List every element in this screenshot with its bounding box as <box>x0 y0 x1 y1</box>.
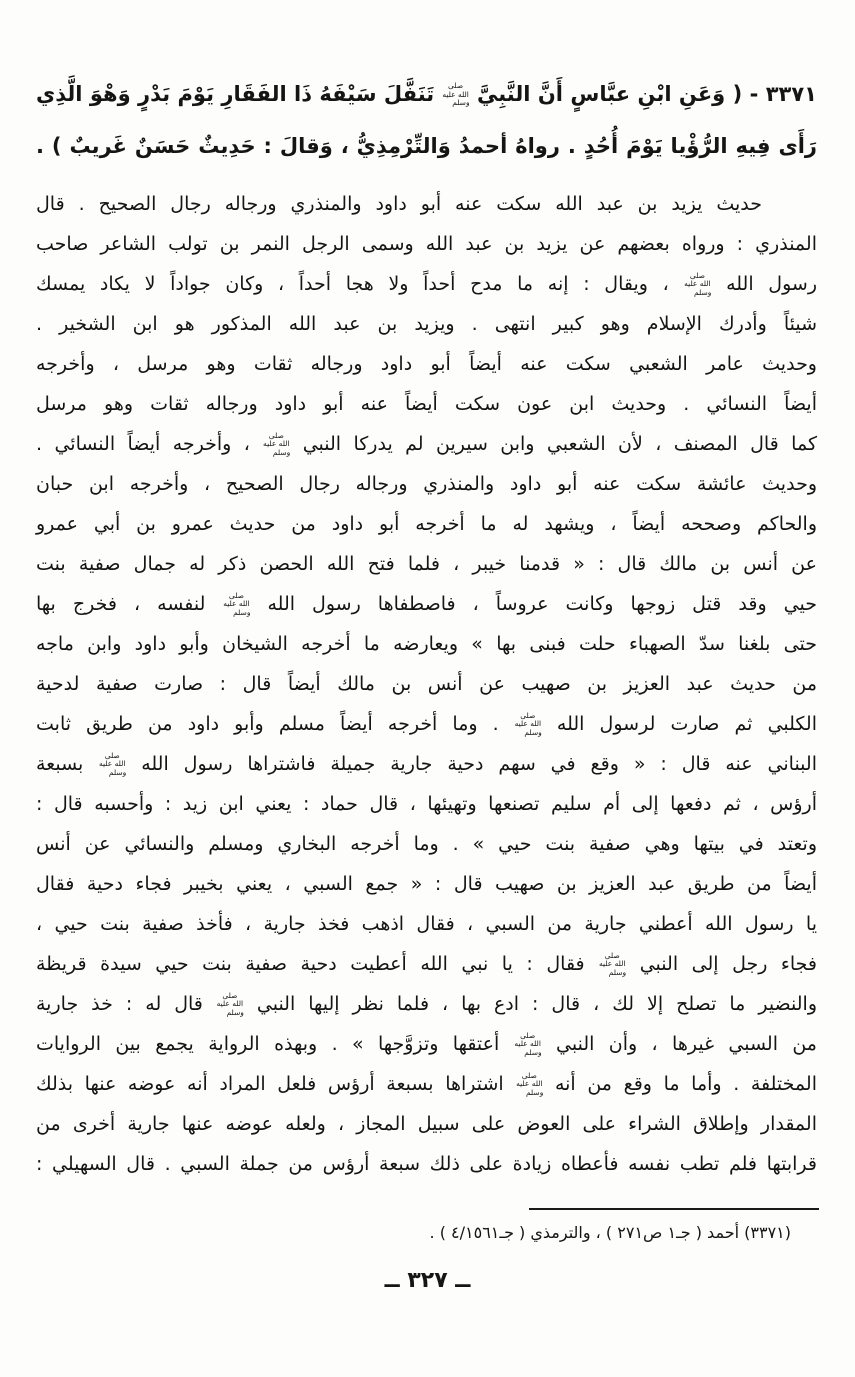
hadith-matn-line: ٣٣٧١ - ( وَعَنِ ابْنِ عبَّاسٍ أَنَّ النَّبِيَّ صلى الله عليه وسلم تَنَفَّلَ سَيْفَهُ ذَا الفَقَارِ يَوْمَ بَدْرٍ وَهْوَ الَّذِي <box>36 81 817 108</box>
commentary-line: أرؤس ، ثم دفعها إلى أم سليم تصنعها وتهيئها ، قال حماد : يعني ابن زيد : وأحسبه قال : <box>36 793 817 815</box>
commentary-line: أيضاً النسائي . وحديث ابن عون سكت أيضاً عنه أبو داود ورجاله ثقات وهو مرسل <box>36 393 817 415</box>
commentary-line: والنضير ما تصلح إلا لك ، قال : ادع بها ، فلما نظر إليها النبي صلى الله عليه وسلم قال له : خذ جارية <box>36 990 818 1017</box>
salawat-mark: صلى الله عليه وسلم <box>263 430 291 457</box>
salawat-mark: صلى الله عليه وسلم <box>516 1070 544 1097</box>
hadith-matn-line: رَأَى فِيهِ الرُّؤْيا يَوْمَ أُحُدٍ . رواهُ أحمدُ وَالتِّرْمِذِيُّ ، وَقالَ : حَدِيثٌ حَسَنٌ غَريبٌ ) . <box>36 134 817 158</box>
commentary-line: المقدار وإطلاق الشراء على العوض على سبيل المجاز ، ولعله عوضه عنها جارية أخرى من <box>36 1113 817 1135</box>
footnote <box>36 1208 819 1246</box>
hadith-matn <box>36 68 817 172</box>
commentary-line: المنذري : ورواه بعضهم عن يزيد بن عبد الله وسمى الرجل النمر بن تولب الشاعر صاحب <box>36 233 817 255</box>
commentary-line: وحديث عامر الشعبي سكت عنه أيضاً أبو داود ورجاله ثقات وهو مرسل ، وأخرجه <box>36 353 817 375</box>
commentary-line: المختلفة . وأما ما وقع من أنه صلى الله عليه وسلم اشتراها بسبعة أرؤس فلعل المراد أنه عوضه عنها بذلك <box>36 1070 817 1097</box>
salawat-mark: صلى الله عليه وسلم <box>514 1030 542 1057</box>
commentary-line: وحديث عائشة سكت عنه أبو داود والمنذري ورجاله رجال الصحيح ، وأخرجه ابن حبان <box>36 473 817 495</box>
text-block <box>36 68 817 1184</box>
commentary-line: من السبي غيرها ، وأن النبي صلى الله عليه وسلم أعتقها وتزوَّجها » . وبهذه الرواية يجمع بين الروايات <box>36 1030 817 1057</box>
commentary-line: أيضاً من طريق عبد العزيز بن صهيب قال : « جمع السبي ، يعني بخيبر فجاء دحية فقال <box>36 873 817 895</box>
commentary-line: رسول الله صلى الله عليه وسلم ، ويقال : إنه ما مدح أحداً ولا هجا أحداً ، وكان جواداً لا يكاد يمسك <box>36 270 817 297</box>
commentary-line: الكلبي ثم صارت لرسول الله صلى الله عليه وسلم . وما أخرجه أيضاً مسلم وأبو داود من طريق ثابت <box>36 710 817 737</box>
commentary-paragraph <box>36 184 817 1184</box>
salawat-mark: صلى الله عليه وسلم <box>514 710 542 737</box>
commentary-line: حيي وقد قتل زوجها وكانت عروساً ، فاصطفاها رسول الله صلى الله عليه وسلم لنفسه ، فخرج بها <box>36 590 817 617</box>
salawat-mark: صلى الله عليه وسلم <box>223 590 251 617</box>
commentary-line: يا رسول الله أعطني جارية من السبي ، فقال اذهب فخذ جارية ، فأخذ صفية بنت حيي ، <box>36 913 817 935</box>
commentary-line: والحاكم وصححه أيضاً ، ويشهد له ما أخرجه أبو داود من حديث عمرو بن أبي عمرو <box>36 513 817 535</box>
salawat-mark: صلى الله عليه وسلم <box>684 270 712 297</box>
footnote-text: (٣٣٧١) أحمد ( جـ١ ص٢٧١ ) ، والترمذي ( جـ٤/١٥٦١ ) . <box>429 1223 791 1242</box>
salawat-mark: صلى الله عليه وسلم <box>216 990 244 1017</box>
commentary-line: فجاء رجل إلى النبي صلى الله عليه وسلم فقال : يا نبي الله أعطيت دحية صفية بنت حيي سيدة قريظة <box>36 950 817 977</box>
salawat-mark: صلى الله عليه وسلم <box>442 81 470 108</box>
salawat-mark: صلى الله عليه وسلم <box>99 750 127 777</box>
commentary-line: كما قال المصنف ، لأن الشعبي وابن سيرين لم يدركا النبي صلى الله عليه وسلم ، وأخرجه أيضاً النسائي . <box>36 430 817 457</box>
salawat-mark: صلى الله عليه وسلم <box>598 950 627 977</box>
commentary-line: البناني عنه قال : « وقع في سهم دحية جارية جميلة فاشتراها رسول الله صلى الله عليه وسلم بسبعة <box>36 750 817 777</box>
commentary-line: شيئاً وأدرك الإسلام وهو كبير انتهى . ويزيد بن عبد الله المذكور هو ابن الشخير . <box>36 313 817 335</box>
page-number: ــ ٣٢٧ ــ <box>384 1268 471 1293</box>
commentary-line: من حديث عبد العزيز بن صهيب عن أنس بن مالك أيضاً قال : صارت صفية لدحية <box>36 673 817 695</box>
footnote-separator-rule <box>529 1208 819 1210</box>
commentary-line: حديث يزيد بن عبد الله سكت عنه أبو داود والمنذري ورجاله رجال الصحيح . قال <box>36 193 762 215</box>
commentary-line: حتى بلغنا سدّ الصهباء حلت فبنى بها » ويعارضه ما أخرجه الشيخان وأبو داود وابن ماجه <box>36 633 817 655</box>
commentary-line: عن أنس بن مالك قال : « قدمنا خيبر ، فلما فتح الله الحصن ذكر له جمال صفية بنت <box>36 553 817 575</box>
commentary-line: قرابتها فلم تطب نفسه فأعطاه زيادة على ذلك سبعة أرؤس من جملة السبي . قال السهيلي : <box>36 1153 817 1175</box>
commentary-line: وتعتد في بيتها وهي صفية بنت حيي » . وما أخرجه البخاري ومسلم والنسائي عن أنس <box>36 833 817 855</box>
